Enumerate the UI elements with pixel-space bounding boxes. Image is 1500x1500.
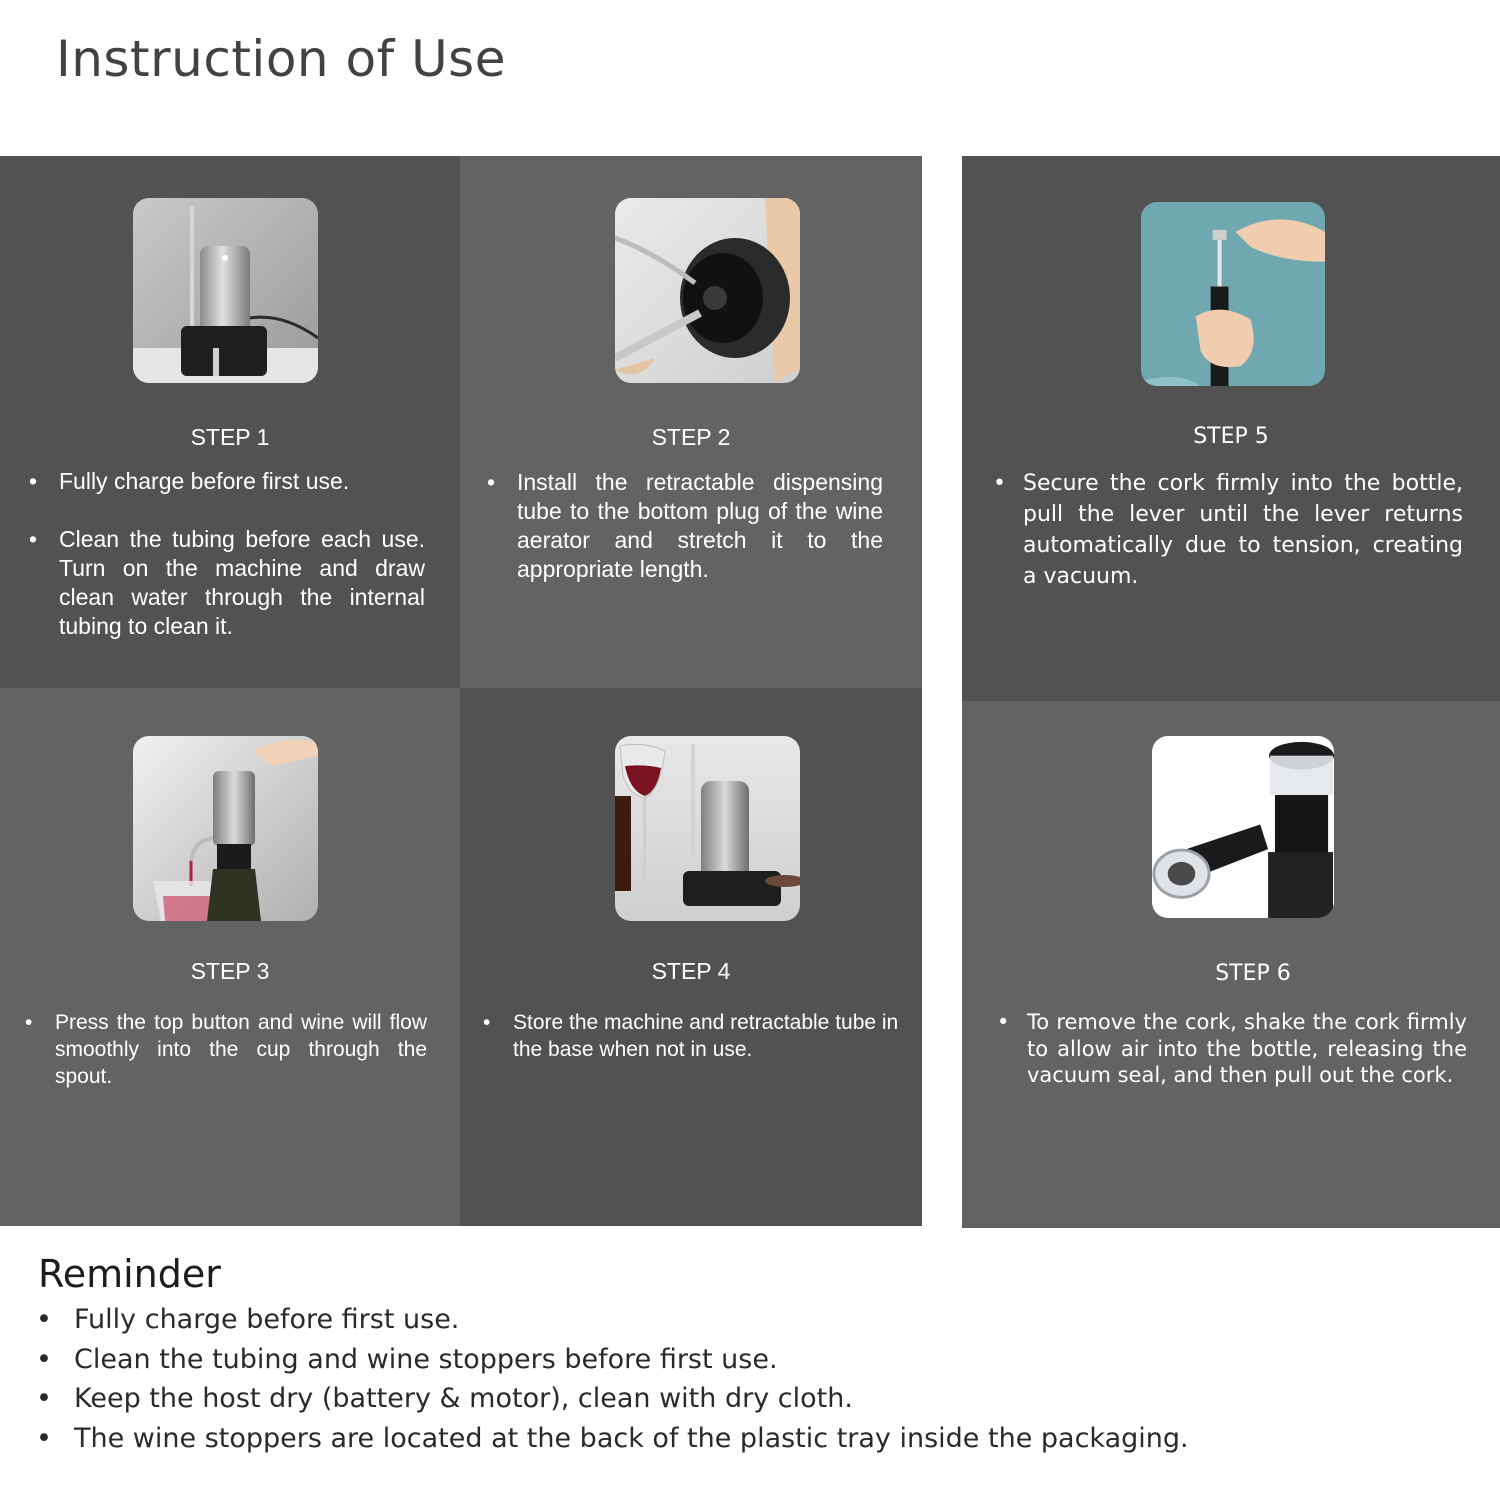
step-2-title: STEP 2 <box>651 424 731 450</box>
vacuum-stoppers-image <box>1152 736 1334 918</box>
step-3-image <box>133 736 318 921</box>
step-1-bullets <box>29 467 425 641</box>
step-5-image <box>1141 202 1325 386</box>
list-item: • Press the top button and wine will flow smoothly into the cup through the spout. <box>25 1009 427 1090</box>
step-5-bullets <box>993 468 1463 592</box>
step-1-image <box>133 198 318 383</box>
step-2-image <box>615 198 800 383</box>
step-1-title: STEP 1 <box>190 424 270 450</box>
list-item: • Clean the tubing and wine stoppers before first use. <box>36 1340 1189 1380</box>
step-4-panel <box>460 688 922 1226</box>
step-4-image <box>615 736 800 921</box>
step-5-panel <box>962 156 1500 701</box>
stored-in-base-image <box>615 736 800 921</box>
aerator-on-charging-base-image <box>133 198 318 383</box>
reminder-list <box>36 1300 1189 1458</box>
reminder-title: Reminder <box>38 1252 221 1296</box>
step-2-bullets <box>487 468 883 584</box>
step-1-panel <box>0 156 460 688</box>
step-3-title: STEP 3 <box>190 958 270 984</box>
step-3-bullets <box>25 1009 427 1090</box>
list-item: • Secure the cork firmly into the bottle, pull the lever until the lever returns automatically due to tension, creating a vacuum. <box>993 468 1463 592</box>
pump-vacuum-stopper-image <box>1141 202 1325 386</box>
step-6-title: STEP 6 <box>1215 961 1291 986</box>
list-item: • Fully charge before first use. <box>36 1300 1189 1340</box>
page-title: Instruction of Use <box>56 30 506 88</box>
list-item: • The wine stoppers are located at the back of the plastic tray inside the packaging. <box>36 1419 1189 1459</box>
list-item: • Keep the host dry (battery & motor), clean with dry cloth. <box>36 1379 1189 1419</box>
list-item: • Install the retractable dispensing tube to the bottom plug of the wine aerator and stretch it to the appropriate length. <box>487 468 883 584</box>
step-2-panel <box>460 156 922 688</box>
step-3-panel <box>0 688 460 1226</box>
step-4-bullets <box>483 1009 903 1063</box>
list-item: • Clean the tubing before each use. Turn on the machine and draw clean water through the internal tubing to clean it. <box>29 525 425 641</box>
press-top-button-pour-image <box>133 736 318 921</box>
list-item: • To remove the cork, shake the cork firmly to allow air into the bottle, releasing the vacuum seal, and then pull out the cork. <box>997 1009 1467 1089</box>
list-item: • Store the machine and retractable tube in the base when not in use. <box>483 1009 903 1063</box>
step-6-bullets <box>997 1009 1467 1089</box>
step-6-image <box>1152 736 1334 918</box>
step-4-title: STEP 4 <box>651 958 731 984</box>
install-dispensing-tube-image <box>615 198 800 383</box>
list-item: • Fully charge before first use. <box>29 467 425 496</box>
step-6-panel <box>962 701 1500 1228</box>
step-5-title: STEP 5 <box>1193 424 1269 449</box>
